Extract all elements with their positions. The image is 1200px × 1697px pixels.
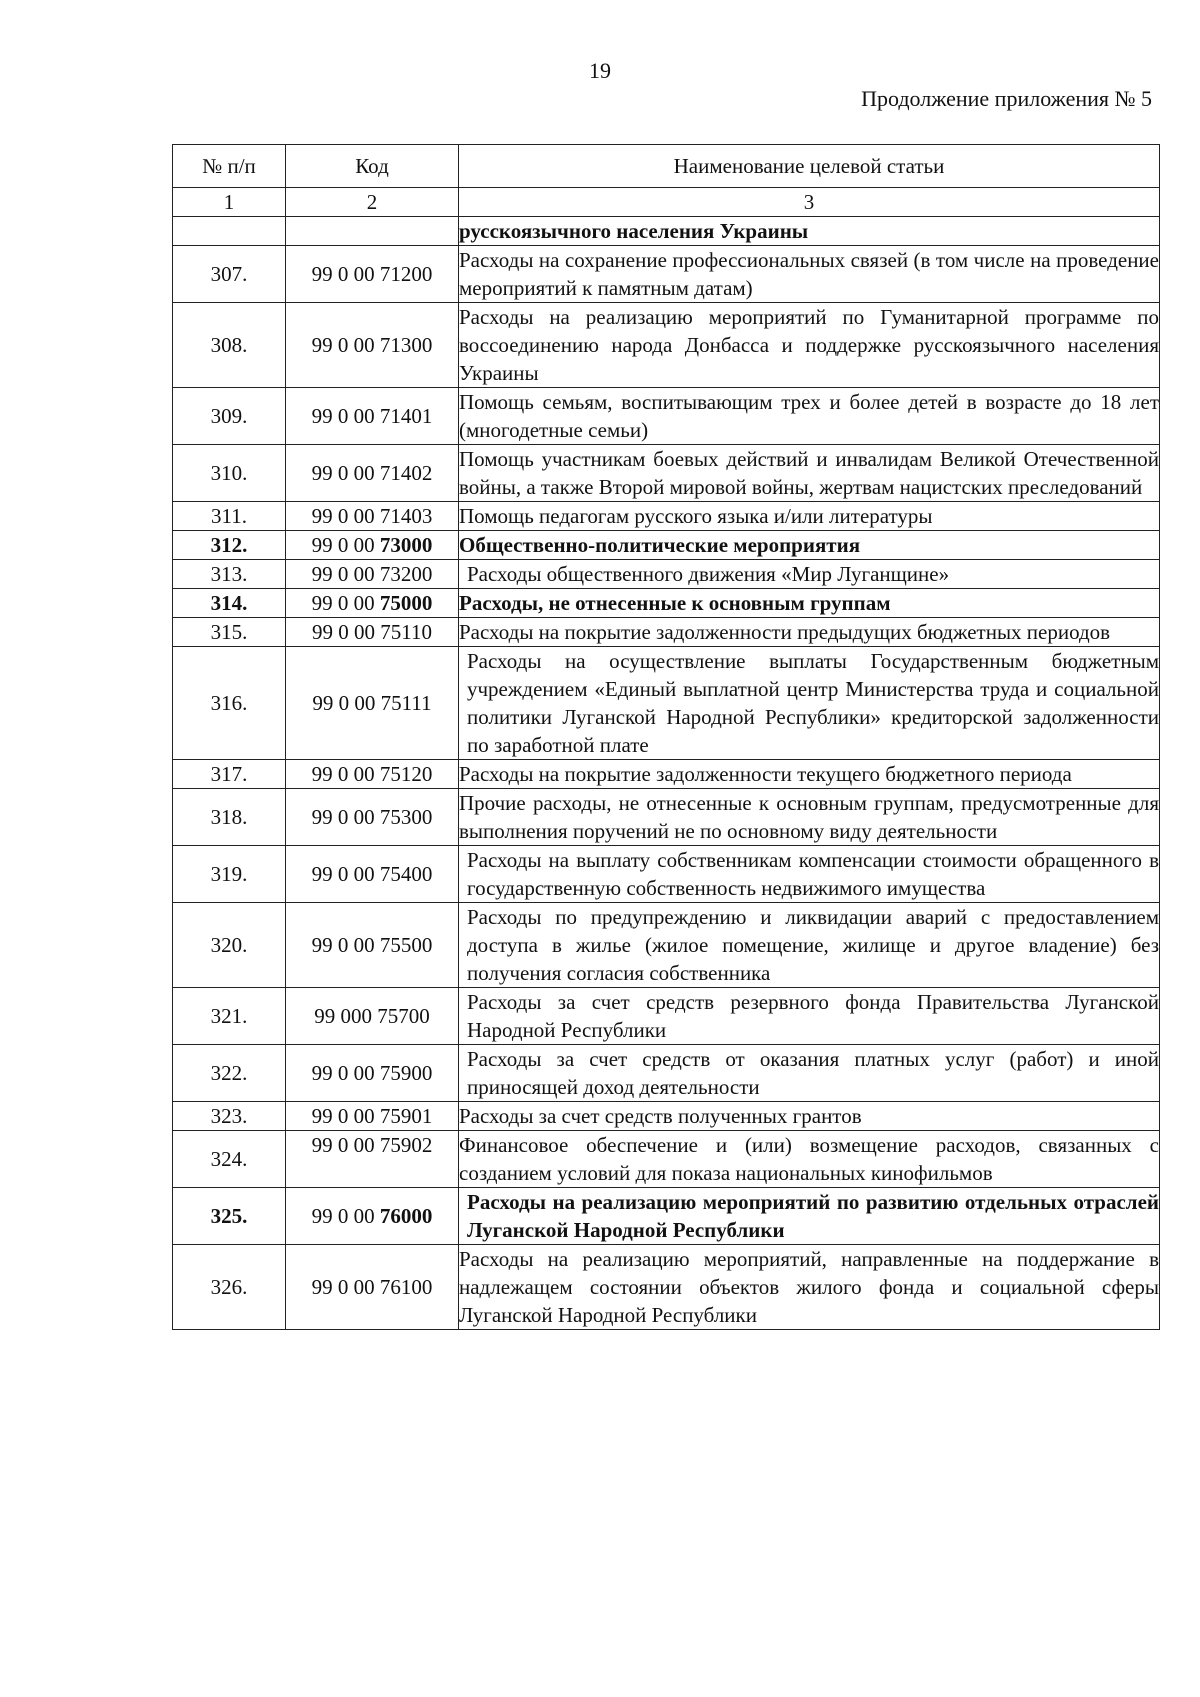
code-prefix: 99 0 00 <box>311 533 380 557</box>
table-header-row <box>173 145 1160 188</box>
article-name: Помощь педагогам русского языка и/или литературы <box>459 502 1160 531</box>
code-prefix: 99 0 00 <box>311 262 380 286</box>
code-main: 75500 <box>379 933 433 957</box>
table-row <box>173 388 1160 445</box>
column-number-row <box>173 188 1160 217</box>
table-row <box>173 789 1160 846</box>
row-number: 310. <box>173 445 286 502</box>
row-number <box>173 217 286 246</box>
row-number: 316. <box>173 647 286 760</box>
code-main: 73000 <box>379 533 433 557</box>
row-number: 325. <box>173 1188 286 1245</box>
article-name: Расходы за счет средств резервного фонда Правительства Луганской Народной Республики <box>459 988 1160 1045</box>
table-row <box>173 589 1160 618</box>
table-row <box>173 846 1160 903</box>
code-main: 75700 <box>377 1004 430 1028</box>
code-main: 75110 <box>380 620 432 644</box>
row-code <box>286 647 459 760</box>
row-code <box>286 502 459 531</box>
table-row <box>173 1245 1160 1330</box>
table-row <box>173 988 1160 1045</box>
row-code <box>286 1102 459 1131</box>
code-prefix: 99 0 00 <box>311 933 380 957</box>
table-row <box>173 647 1160 760</box>
code-prefix: 99 0 00 <box>311 1204 380 1228</box>
row-code <box>286 1245 459 1330</box>
table-row <box>173 246 1160 303</box>
target-articles-table <box>172 144 1160 1330</box>
table-row <box>173 903 1160 988</box>
row-code <box>286 1188 459 1245</box>
row-number: 322. <box>173 1045 286 1102</box>
article-name: Расходы на осуществление выплаты Государственным бюджетным учреждением «Единый выплатной центр Министерства труда и социальной политики Луганской Народной Республики» кредиторской задолженности по заработной плате <box>459 647 1160 760</box>
row-code <box>286 246 459 303</box>
code-prefix: 99 0 00 <box>311 1104 380 1128</box>
row-number: 311. <box>173 502 286 531</box>
code-main: 71401 <box>379 404 433 428</box>
code-prefix: 99 0 00 <box>312 691 381 715</box>
row-code <box>286 560 459 589</box>
code-prefix: 99 0 00 <box>311 333 380 357</box>
article-name: Расходы на реализацию мероприятий по Гуманитарной программе по воссоединению народа Донбасса и поддержке русскоязычного населения Украины <box>459 303 1160 388</box>
code-prefix: 99 0 00 <box>311 1133 380 1157</box>
row-number: 319. <box>173 846 286 903</box>
article-name: Расходы на реализацию мероприятий, направленные на поддержание в надлежащем состоянии объектов жилого фонда и социальной сферы Луганской Народной Республики <box>459 1245 1160 1330</box>
column-number: 3 <box>459 188 1160 217</box>
row-number: 309. <box>173 388 286 445</box>
article-name: Расходы за счет средств от оказания платных услуг (работ) и иной приносящей доход деятельности <box>459 1045 1160 1102</box>
article-name: Финансовое обеспечение и (или) возмещение расходов, связанных с созданием условий для показа национальных кинофильмов <box>459 1131 1160 1188</box>
article-name: Расходы по предупреждению и ликвидации аварий с предоставлением доступа в жилье (жилое помещение, жилище и другое владение) без получения согласия собственника <box>459 903 1160 988</box>
row-code <box>286 618 459 647</box>
article-name: русскоязычного населения Украины <box>459 217 1160 246</box>
code-main: 71403 <box>379 504 433 528</box>
row-code <box>286 1045 459 1102</box>
row-number: 317. <box>173 760 286 789</box>
code-main: 75300 <box>379 805 433 829</box>
code-main: 73200 <box>379 562 433 586</box>
row-number: 323. <box>173 1102 286 1131</box>
row-code <box>286 303 459 388</box>
code-prefix: 99 0 00 <box>311 1061 380 1085</box>
code-main: 75900 <box>379 1061 433 1085</box>
row-code <box>286 760 459 789</box>
column-number: 2 <box>286 188 459 217</box>
code-main: 76100 <box>379 1275 433 1299</box>
article-name: Расходы общественного движения «Мир Луганщине» <box>459 560 1160 589</box>
row-code <box>286 988 459 1045</box>
row-number: 308. <box>173 303 286 388</box>
row-code <box>286 1131 459 1188</box>
row-number: 315. <box>173 618 286 647</box>
article-name: Расходы на реализацию мероприятий по развитию отдельных отраслей Луганской Народной Республики <box>459 1188 1160 1245</box>
header-code: Код <box>286 145 459 188</box>
article-name: Расходы за счет средств полученных грантов <box>459 1102 1160 1131</box>
code-prefix: 99 0 00 <box>311 461 380 485</box>
table-row <box>173 531 1160 560</box>
row-number: 312. <box>173 531 286 560</box>
table-row <box>173 618 1160 647</box>
code-main: 75901 <box>379 1104 433 1128</box>
code-main: 75902 <box>379 1133 433 1157</box>
row-code <box>286 789 459 846</box>
row-code <box>286 846 459 903</box>
code-main: 75400 <box>379 862 433 886</box>
row-number: 326. <box>173 1245 286 1330</box>
article-name: Общественно-политические мероприятия <box>459 531 1160 560</box>
row-code <box>286 531 459 560</box>
table-row <box>173 560 1160 589</box>
row-number: 307. <box>173 246 286 303</box>
page-number: 19 <box>589 58 611 83</box>
column-number: 1 <box>173 188 286 217</box>
row-number: 321. <box>173 988 286 1045</box>
article-name: Расходы на выплату собственникам компенсации стоимости обращенного в государственную собственность недвижимого имущества <box>459 846 1160 903</box>
code-main: 76000 <box>379 1204 433 1228</box>
table-row <box>173 1188 1160 1245</box>
article-name: Расходы на сохранение профессиональных связей (в том числе на проведение мероприятий к памятным датам) <box>459 246 1160 303</box>
article-name: Помощь участникам боевых действий и инвалидам Великой Отечественной войны, а также Второй мировой войны, жертвам нацистских преследований <box>459 445 1160 502</box>
row-number: 313. <box>173 560 286 589</box>
table-row <box>173 502 1160 531</box>
code-prefix: 99 0 00 <box>311 504 380 528</box>
table-row <box>173 1102 1160 1131</box>
table-row <box>173 445 1160 502</box>
code-prefix: 99 000 <box>314 1004 378 1028</box>
table-row <box>173 760 1160 789</box>
code-prefix: 99 0 00 <box>311 404 380 428</box>
code-prefix: 99 0 00 <box>311 805 380 829</box>
article-name: Прочие расходы, не отнесенные к основным группам, предусмотренные для выполнения поручений не по основному виду деятельности <box>459 789 1160 846</box>
code-prefix: 99 0 00 <box>311 562 380 586</box>
header-article-name: Наименование целевой статьи <box>459 145 1160 188</box>
row-code <box>286 903 459 988</box>
code-main: 75111 <box>380 691 432 715</box>
code-prefix: 99 0 00 <box>311 591 380 615</box>
row-number: 314. <box>173 589 286 618</box>
row-number: 318. <box>173 789 286 846</box>
header-number: № п/п <box>173 145 286 188</box>
table-row <box>173 1131 1160 1188</box>
code-main: 71402 <box>379 461 433 485</box>
code-prefix: 99 0 00 <box>311 762 380 786</box>
code-prefix: 99 0 00 <box>312 620 381 644</box>
row-code <box>286 445 459 502</box>
code-main: 75000 <box>379 591 433 615</box>
code-main: 71200 <box>379 262 433 286</box>
table-row <box>173 1045 1160 1102</box>
row-number: 324. <box>173 1131 286 1188</box>
code-prefix: 99 0 00 <box>311 862 380 886</box>
row-code <box>286 388 459 445</box>
article-name: Расходы на покрытие задолженности предыдущих бюджетных периодов <box>459 618 1160 647</box>
row-code <box>286 217 459 246</box>
row-code <box>286 589 459 618</box>
article-name: Расходы на покрытие задолженности текущего бюджетного периода <box>459 760 1160 789</box>
article-name: Помощь семьям, воспитывающим трех и более детей в возрасте до 18 лет (многодетные семьи) <box>459 388 1160 445</box>
article-name: Расходы, не отнесенные к основным группам <box>459 589 1160 618</box>
table-row <box>173 217 1160 246</box>
code-main: 75120 <box>379 762 433 786</box>
row-number: 320. <box>173 903 286 988</box>
code-prefix: 99 0 00 <box>311 1275 380 1299</box>
appendix-continuation-label: Продолжение приложения № 5 <box>861 86 1152 111</box>
table-row <box>173 303 1160 388</box>
code-main: 71300 <box>379 333 433 357</box>
